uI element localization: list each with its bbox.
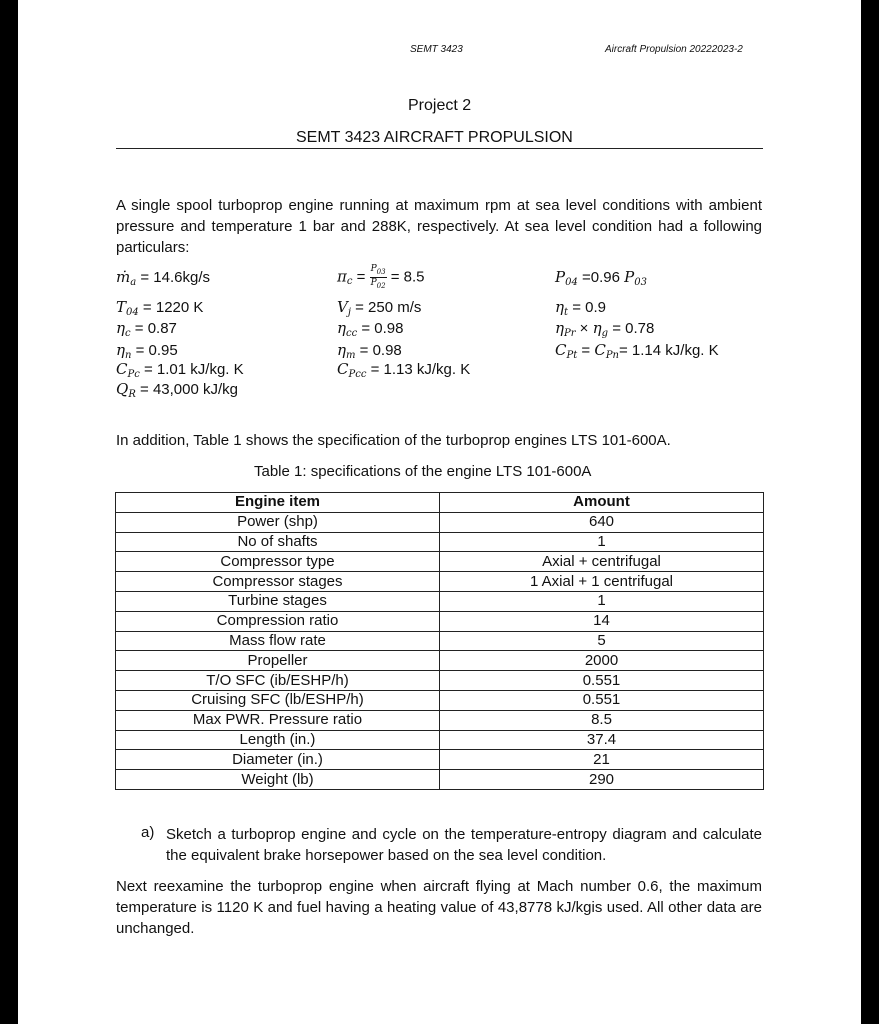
question-text: Sketch a turboprop engine and cycle on the temperature-entropy diagram and calculate the equivalent brake horsepower based on the sea level condition. — [166, 826, 762, 864]
table-cell-amount: 640 — [440, 512, 764, 532]
table-row — [116, 552, 764, 572]
table-cell-amount: 1 — [440, 591, 764, 611]
param-cpcc: $C_{Pcc} = 1.13$ kJ/kg. K — [337, 360, 471, 380]
table-cell-amount: 2000 — [440, 651, 764, 671]
param-eta-cc-value: = 0.98 — [361, 320, 404, 337]
table-cell-amount: 14 — [440, 611, 764, 631]
table-cell-amount: 8.5 — [440, 710, 764, 730]
table-intro: In addition, Table 1 shows the specification of the turboprop engines LTS 101-600A. — [116, 432, 671, 449]
param-p04-value: =0.96 — [582, 269, 620, 286]
table-cell-amount: 0.551 — [440, 690, 764, 710]
table-cell-amount: 21 — [440, 750, 764, 770]
table-row — [116, 611, 764, 631]
param-p04: $P_{04} =0.96$ $P_{03}$ — [555, 268, 647, 288]
table-row — [116, 730, 764, 750]
param-cpc: $C_{Pc} = 1.01$ kJ/kg. K — [116, 360, 244, 380]
param-eta-m-value: = 0.98 — [359, 342, 402, 359]
table-cell-amount: 5 — [440, 631, 764, 651]
param-cpt-cpn-value: = 1.14 kJ/kg. K — [619, 342, 719, 359]
param-t04: $T_{04} = 1220$ K — [116, 298, 204, 318]
table-row — [116, 591, 764, 611]
header-course-name: Aircraft Propulsion 20222023-2 — [605, 44, 743, 55]
param-eta-n: $\eta_n = 0.95$ — [116, 341, 178, 361]
param-eta-cc: $\eta_{cc} = 0.98$ — [337, 319, 404, 339]
table-row — [116, 651, 764, 671]
param-compressor-ratio-value: = 8.5 — [390, 268, 425, 286]
param-eta-t: $\eta_t = 0.9$ — [555, 298, 606, 318]
intro-paragraph: A single spool turboprop engine running at maximum rpm at sea level conditions with ambient pressure and temperature 1 bar and 288K, respectively. At sea level condition had a following particulars: — [116, 197, 762, 256]
param-eta-pr-g: $\eta_{Pr} \times \eta_g = 0.78$ — [555, 319, 655, 339]
engine-spec-table — [115, 492, 764, 790]
table-cell-item: Diameter (in.) — [116, 750, 440, 770]
table-cell-item: Compressor stages — [116, 572, 440, 592]
table-header-row — [116, 493, 764, 513]
param-eta-t-value: = 0.9 — [572, 299, 606, 316]
table-row — [116, 750, 764, 770]
table-cell-item: Mass flow rate — [116, 631, 440, 651]
table-cell-item: Weight (lb) — [116, 770, 440, 790]
table-cell-item: Turbine stages — [116, 591, 440, 611]
param-mass-flow: ṁ$_a$ = 14.6kg/s — [116, 268, 211, 288]
param-cpc-value: = 1.01 kJ/kg. K — [144, 361, 244, 378]
table-cell-item: Length (in.) — [116, 730, 440, 750]
param-jet-velocity-value: = 250 m/s — [355, 299, 422, 316]
param-eta-m: $\eta_m = 0.98$ — [337, 341, 402, 361]
document-page — [18, 0, 861, 1024]
param-compressor-ratio: $\pi_c$ = $\frac{P_{03}}{P_{02}}$ = 8.5 — [337, 264, 425, 290]
table-row — [116, 532, 764, 552]
param-eta-c: $\eta_c = 0.87$ — [116, 319, 177, 339]
subject-title: SEMT 3423 AIRCRAFT PROPULSION — [296, 129, 573, 146]
table-cell-item: T/O SFC (ib/ESHP/h) — [116, 671, 440, 691]
table-row — [116, 512, 764, 532]
table-cell-item: Cruising SFC (lb/ESHP/h) — [116, 690, 440, 710]
table-cell-amount: 1 Axial + 1 centrifugal — [440, 572, 764, 592]
closing-paragraph: Next reexamine the turboprop engine when aircraft flying at Mach number 0.6, the maximum temperature is 1120 K and fuel having a heating value of 43,8778 kJ/kgis used. All other data are unchanged. — [116, 878, 762, 937]
table-cell-item: No of shafts — [116, 532, 440, 552]
table-row — [116, 631, 764, 651]
table-cell-item: Power (shp) — [116, 512, 440, 532]
table-cell-amount: 290 — [440, 770, 764, 790]
table-header-amount: Amount — [440, 493, 764, 513]
param-eta-c-value: = 0.87 — [134, 320, 177, 337]
project-title: Project 2 — [408, 97, 472, 114]
param-cpcc-value: = 1.13 kJ/kg. K — [370, 361, 471, 378]
table-caption: Table 1: specifications of the engine LTS 101-600A — [254, 463, 592, 480]
table-cell-item: Max PWR. Pressure ratio — [116, 710, 440, 730]
pressure-fraction: $\frac{P_{03}}{P_{02}}$ — [370, 264, 386, 290]
question-label: a) — [141, 824, 155, 841]
table-cell-amount: 37.4 — [440, 730, 764, 750]
table-cell-amount: 0.551 — [440, 671, 764, 691]
table-cell-amount: 1 — [440, 532, 764, 552]
param-eta-pr-g-value: = 0.78 — [612, 320, 655, 337]
table-row — [116, 690, 764, 710]
param-t04-value: = 1220 K — [142, 299, 204, 316]
param-eta-n-value: = 0.95 — [135, 342, 178, 359]
table-row — [116, 770, 764, 790]
param-cpt-cpn: $C_{Pt} = C_{Pn}= 1.14$ kJ/kg. K — [555, 341, 719, 361]
table-cell-item: Compressor type — [116, 552, 440, 572]
param-qr: $Q_R = 43,000$ kJ/kg — [116, 380, 238, 400]
table-cell-amount: Axial + centrifugal — [440, 552, 764, 572]
param-jet-velocity: $V_j = 250$ m/s — [337, 298, 422, 318]
param-mass-flow-value: = 14.6kg/s — [140, 269, 211, 286]
table-row — [116, 710, 764, 730]
table-cell-item: Propeller — [116, 651, 440, 671]
param-qr-value: = 43,000 kJ/kg — [140, 381, 238, 398]
table-cell-item: Compression ratio — [116, 611, 440, 631]
table-row — [116, 572, 764, 592]
table-row — [116, 671, 764, 691]
title-rule — [116, 148, 763, 149]
table-header-item: Engine item — [116, 493, 440, 513]
header-course-code: SEMT 3423 — [410, 44, 463, 55]
